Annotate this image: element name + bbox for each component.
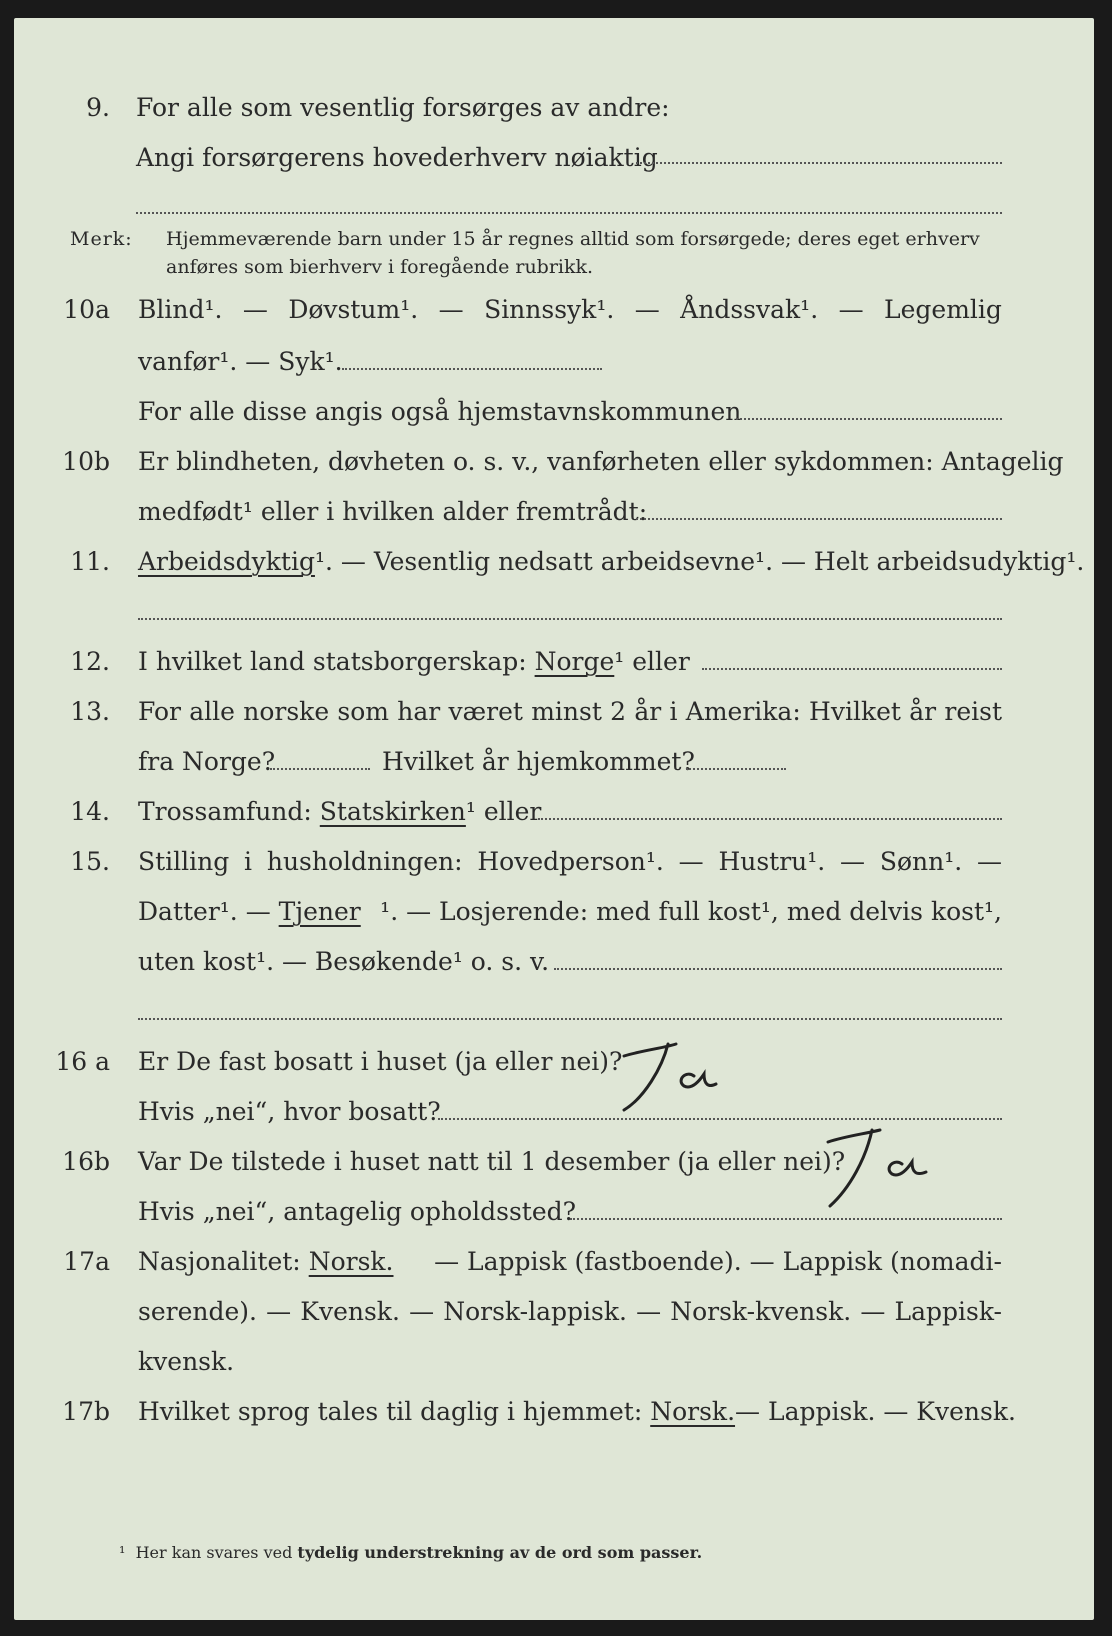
q10a-word: —: [634, 295, 660, 324]
q10a-text-3: For alle disse angis også hjemstavnskommunen: [138, 397, 742, 426]
q10a-word: Åndssvak¹.: [680, 295, 819, 324]
q14-selected-option: Statskirken: [319, 797, 466, 826]
q9-answer-line-2: [136, 212, 1002, 214]
q17b-text: [138, 1390, 1016, 1434]
q9-line1: [14, 86, 1094, 130]
q15-answer-line-2: [138, 1018, 1002, 1020]
q15-number: 15.: [70, 847, 110, 876]
q16b-number: 16b: [62, 1147, 110, 1176]
q16b-text-2: Hvis „nei“, antagelig opholdssted?: [138, 1197, 577, 1226]
q17b-line: [14, 1390, 1094, 1434]
q14-answer-line: [538, 818, 1002, 820]
q16b-answer-line: [570, 1218, 1002, 1220]
q12-selected-option: Norge: [534, 647, 615, 676]
q13-answer-line-year-left: [270, 768, 370, 770]
q13-line2: [14, 740, 1094, 784]
q13-text-2a: fra Norge?: [138, 747, 276, 776]
footnote-mark: ¹: [119, 1543, 126, 1562]
q14-question: Trossamfund:: [138, 797, 312, 826]
q11-rest: ¹. — Vesentlig nedsatt arbeidsevne¹. — Helt arbeidsudyktig¹.: [314, 547, 1085, 576]
q16a-number: 16 a: [55, 1047, 110, 1076]
footnote: [119, 1541, 702, 1565]
merk-text-1: Hjemmeværende barn under 15 år regnes alltid som forsørgede; deres eget erhverv: [166, 228, 980, 250]
q17b-number: 17b: [62, 1397, 110, 1426]
q11-selected-option: Arbeidsdyktig: [138, 547, 315, 576]
q16a-text: Er De fast bosatt i huset (ja eller nei)?: [138, 1047, 623, 1076]
q17a-start: [138, 1240, 394, 1284]
q10a-line2: [14, 340, 1094, 384]
q9-line2: [14, 136, 1094, 180]
q10a-word: —: [838, 295, 864, 324]
q17b-options: — Lappisk. — Kvensk.: [735, 1397, 1016, 1426]
q10b-number: 10b: [62, 447, 110, 476]
q9-text: For alle som vesentlig forsørges av andre:: [136, 93, 670, 122]
q17a-text-2: serende). — Kvensk. — Norsk-lappisk. — Norsk-kvensk. — Lappisk-: [138, 1297, 1002, 1326]
q12-rest: ¹ eller: [614, 647, 690, 676]
q10a-text-2: vanfør¹. — Syk¹.: [138, 347, 343, 376]
q16b-line2: [14, 1190, 1094, 1234]
q14-line: [14, 790, 1094, 834]
q17b-selected-option: Norsk.: [650, 1397, 736, 1426]
q15-line3: [14, 940, 1094, 984]
q17b-start: [138, 1390, 735, 1434]
footnote-text: Her kan svares ved: [135, 1543, 293, 1562]
merk-label: Merk:: [70, 228, 133, 250]
q10a-word: Blind¹.: [138, 295, 223, 324]
q10b-line1: [14, 440, 1094, 484]
q16b-text: Var De tilstede i huset natt til 1 desember (ja eller nei)?: [138, 1147, 846, 1176]
q10b-answer-line: [636, 518, 1002, 520]
q10a-word: —: [242, 295, 268, 324]
q14-rest: ¹ eller: [465, 797, 542, 826]
q10b-line2: [14, 490, 1094, 534]
q10a-word: Sinnssyk¹.: [484, 295, 615, 324]
q17a-options: — Lappisk (fastboende). — Lappisk (nomadi-: [434, 1247, 1002, 1276]
q10a-word: Legemlig: [884, 295, 1002, 324]
q15-text: Stilling i husholdningen: Hovedperson¹. — Hustru¹. — Sønn¹. —: [138, 847, 1002, 876]
q12-line: [14, 640, 1094, 684]
q10a-answer-line-2: [736, 418, 1002, 420]
q13-text: For alle norske som har været minst 2 år i Amerika: Hvilket år reist: [138, 697, 1002, 726]
q16a-text-2: Hvis „nei“, hvor bosatt?: [138, 1097, 441, 1126]
q11-text: [138, 540, 1085, 584]
q14-number: 14.: [70, 797, 110, 826]
q9-text-2: Angi forsørgerens hovederhverv nøiaktig: [136, 143, 658, 172]
census-form-page: [14, 18, 1094, 1620]
q11-line: [14, 540, 1094, 584]
q15-selected-option: Tjener: [278, 897, 361, 926]
q17a-line1: [14, 1240, 1094, 1284]
q15-text-2: [138, 890, 1002, 934]
q9-answer-line: [636, 162, 1002, 164]
q11-answer-line: [138, 618, 1002, 620]
q17a-question: Nasjonalitet:: [138, 1247, 301, 1276]
q10a-line1: [14, 288, 1094, 332]
q17a-line3: [14, 1340, 1094, 1384]
q17b-question: Hvilket sprog tales til daglig i hjemmet:: [138, 1397, 643, 1426]
q13-number: 13.: [70, 697, 110, 726]
q15-answer-line: [554, 968, 1002, 970]
q10b-text: Er blindheten, døvheten o. s. v., vanførheten eller sykdommen: Antagelig: [138, 447, 1064, 476]
footnote-bold-text: tydelig understrekning av de ord som passer.: [297, 1543, 703, 1562]
q15-line2: [14, 890, 1094, 934]
q17a-text: [138, 1240, 1002, 1284]
q13-text-2b: Hvilket år hjemkommet?: [382, 747, 695, 776]
q15-datter: Datter¹. —: [138, 897, 271, 926]
q16a-line1: [14, 1040, 1094, 1084]
q12-question: I hvilket land statsborgerskap:: [138, 647, 527, 676]
q17a-selected-option: Norsk.: [308, 1247, 394, 1276]
q10a-word: Døvstum¹.: [288, 295, 419, 324]
q10a-text: [138, 288, 1002, 332]
q15-text-3: uten kost¹. — Besøkende¹ o. s. v.: [138, 947, 550, 976]
q14-text: [138, 790, 1046, 834]
q15-line1: [14, 840, 1094, 884]
q10b-text-2: medfødt¹ eller i hvilken alder fremtrådt:: [138, 497, 648, 526]
q17a-line2: [14, 1290, 1094, 1334]
merk-text-2: anføres som bierhverv i foregående rubrikk.: [166, 256, 594, 278]
q17a-text-3: kvensk.: [138, 1347, 235, 1376]
q15-line2-start: [138, 890, 361, 934]
q13-line1: [14, 690, 1094, 734]
q10a-number: 10a: [63, 295, 110, 324]
q10a-line3: [14, 390, 1094, 434]
q17a-number: 17a: [63, 1247, 110, 1276]
q9-number: 9.: [86, 93, 110, 122]
q10a-word: —: [438, 295, 464, 324]
q11-number: 11.: [70, 547, 110, 576]
q10a-answer-line: [342, 368, 602, 370]
q12-answer-line: [702, 668, 1002, 670]
q12-number: 12.: [70, 647, 110, 676]
q15-line2-rest: ¹. — Losjerende: med full kost¹, med delvis kost¹,: [380, 897, 1002, 926]
q13-answer-line-year-home: [686, 768, 786, 770]
q12-text: [138, 640, 1046, 684]
